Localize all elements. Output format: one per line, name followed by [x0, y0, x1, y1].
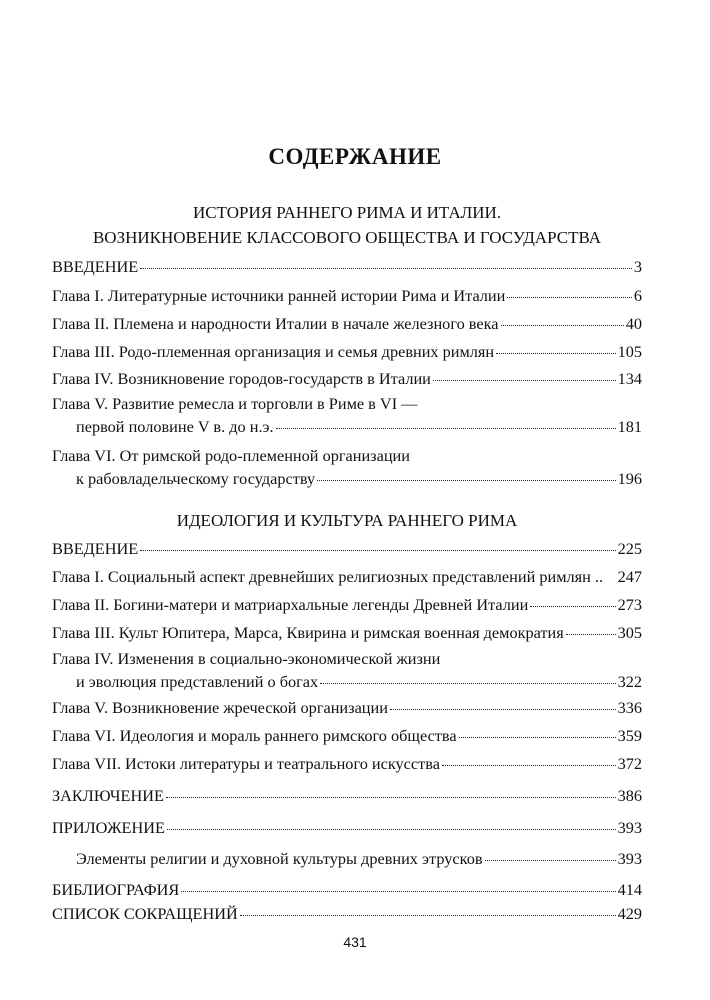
- toc-entry[interactable]: [52, 595, 642, 615]
- toc-entry-title: Глава II. Богини-матери и матриархальные легенды Древней Италии: [52, 595, 529, 614]
- leader-dots: [496, 353, 615, 354]
- toc-entry[interactable]: [52, 469, 642, 489]
- page-title: СОДЕРЖАНИЕ: [268, 144, 442, 169]
- toc-entry[interactable]: [52, 904, 642, 924]
- leader-dots: [501, 325, 624, 326]
- toc-entry-page: 393: [617, 849, 642, 868]
- toc-entry-title: Глава II. Племена и народности Италии в начале железного века: [52, 314, 499, 333]
- leader-dots: [433, 380, 616, 381]
- leader-dots: [181, 891, 615, 892]
- leader-dots: [507, 297, 631, 298]
- section-heading-part2: ИДЕОЛОГИЯ И КУЛЬТУРА РАННЕГО РИМА: [176, 511, 518, 530]
- toc-entry[interactable]: [52, 567, 642, 587]
- toc-entry-title-line2: к рабовладельческому государству: [76, 469, 316, 488]
- toc-entry-page: 225: [617, 539, 642, 558]
- toc-entry[interactable]: [52, 623, 642, 643]
- leader-dots: [459, 737, 616, 738]
- leader-dots: [240, 915, 616, 916]
- toc-entry-page: 414: [617, 880, 642, 899]
- toc-entry-title: Элементы религии и духовной культуры древних этрусков: [76, 849, 483, 868]
- toc-entry-page: 105: [617, 342, 642, 361]
- toc-entry-page: 429: [617, 904, 642, 923]
- toc-entry-title: Глава III. Культ Юпитера, Марса, Квирина и римская военная демократия: [52, 623, 564, 642]
- toc-entry-page: 372: [617, 754, 642, 773]
- toc-entry-title: Глава V. Возникновение жреческой организации: [52, 698, 388, 717]
- toc-entry-page: 322: [617, 672, 642, 691]
- toc-entry-title-line1[interactable]: Глава IV. Изменения в социально-экономической жизни: [52, 649, 441, 668]
- toc-entry-title: Глава III. Родо-племенная организация и семья древних римлян: [52, 342, 495, 361]
- toc-entry[interactable]: [52, 698, 642, 718]
- toc-entry[interactable]: [52, 257, 642, 277]
- toc-entry[interactable]: [52, 754, 642, 774]
- toc-entry-title: СПИСОК СОКРАЩЕНИЙ: [52, 904, 238, 923]
- toc-entry-page: 181: [617, 417, 642, 436]
- toc-entry-title: ЗАКЛЮЧЕНИЕ: [52, 786, 164, 805]
- toc-entry-title-line1[interactable]: Глава VI. От римской родо-племенной организации: [52, 446, 410, 465]
- leader-dots: [276, 428, 616, 429]
- leader-dots: [485, 860, 616, 861]
- toc-entry-page: 40: [625, 314, 642, 333]
- toc-entry[interactable]: [52, 286, 642, 306]
- toc-entry-page: 336: [617, 698, 642, 717]
- toc-entry-title: ВВЕДЕНИЕ: [52, 539, 139, 558]
- toc-entry[interactable]: [52, 342, 642, 362]
- toc-entry-page: 386: [617, 786, 642, 805]
- toc-entry-page: 359: [617, 726, 642, 745]
- toc-entry-title-line1[interactable]: Глава V. Развитие ремесла и торговли в Риме в VI —: [52, 394, 418, 413]
- toc-entry[interactable]: [52, 726, 642, 746]
- toc-entry-page: 134: [617, 369, 642, 388]
- toc-entry-page: 6: [633, 286, 642, 305]
- toc-entry[interactable]: [52, 818, 642, 838]
- toc-entry[interactable]: [52, 417, 642, 437]
- section-heading-part1-line2: ВОЗНИКНОВЕНИЕ КЛАССОВОГО ОБЩЕСТВА И ГОСУДАРСТВА: [92, 228, 602, 247]
- toc-entry-title: БИБЛИОГРАФИЯ: [52, 880, 180, 899]
- toc-entry-page: 273: [617, 595, 642, 614]
- leader-dots: [390, 709, 616, 710]
- toc-entry-title-line2: первой половине V в. до н.э.: [76, 417, 274, 436]
- leader-dots: [166, 797, 616, 798]
- toc-entry-page: 305: [617, 623, 642, 642]
- toc-entry[interactable]: [52, 849, 642, 869]
- leader-dots: [167, 829, 616, 830]
- toc-entry-title: ВВЕДЕНИЕ: [52, 257, 139, 276]
- toc-entry[interactable]: [52, 369, 642, 389]
- toc-entry-title-line2: и эволюция представлений о богах: [76, 672, 319, 691]
- toc-entry-title: Глава VI. Идеология и мораль раннего римского общества: [52, 726, 457, 745]
- leader-dots: [442, 765, 616, 766]
- page-number: 431: [343, 934, 367, 950]
- toc-entry[interactable]: [52, 314, 642, 334]
- toc-entry-page: 247: [617, 567, 642, 586]
- toc-entry-page: 196: [617, 469, 642, 488]
- toc-entry-title: Глава IV. Возникновение городов-государств в Италии: [52, 369, 431, 388]
- toc-entry-title: Глава I. Социальный аспект древнейших религиозных представлений римлян ..: [52, 567, 604, 586]
- toc-entry-title: ПРИЛОЖЕНИЕ: [52, 818, 165, 837]
- toc-entry-page: 3: [633, 257, 642, 276]
- leader-dots: [317, 480, 615, 481]
- toc-entry[interactable]: [52, 786, 642, 806]
- leader-dots: [140, 550, 615, 551]
- leader-dots: [566, 634, 616, 635]
- toc-entry-page: 393: [617, 818, 642, 837]
- toc-entry[interactable]: [52, 672, 642, 692]
- leader-dots: [530, 606, 615, 607]
- section-heading-part1-line1: ИСТОРИЯ РАННЕГО РИМА И ИТАЛИИ.: [192, 203, 502, 222]
- leader-dots: [140, 268, 632, 269]
- toc-entry-title: Глава I. Литературные источники ранней истории Рима и Италии: [52, 286, 506, 305]
- toc-entry[interactable]: [52, 539, 642, 559]
- toc-entry-title: Глава VII. Истоки литературы и театрального искусства: [52, 754, 440, 773]
- leader-dots: [320, 683, 615, 684]
- toc-entry[interactable]: [52, 880, 642, 900]
